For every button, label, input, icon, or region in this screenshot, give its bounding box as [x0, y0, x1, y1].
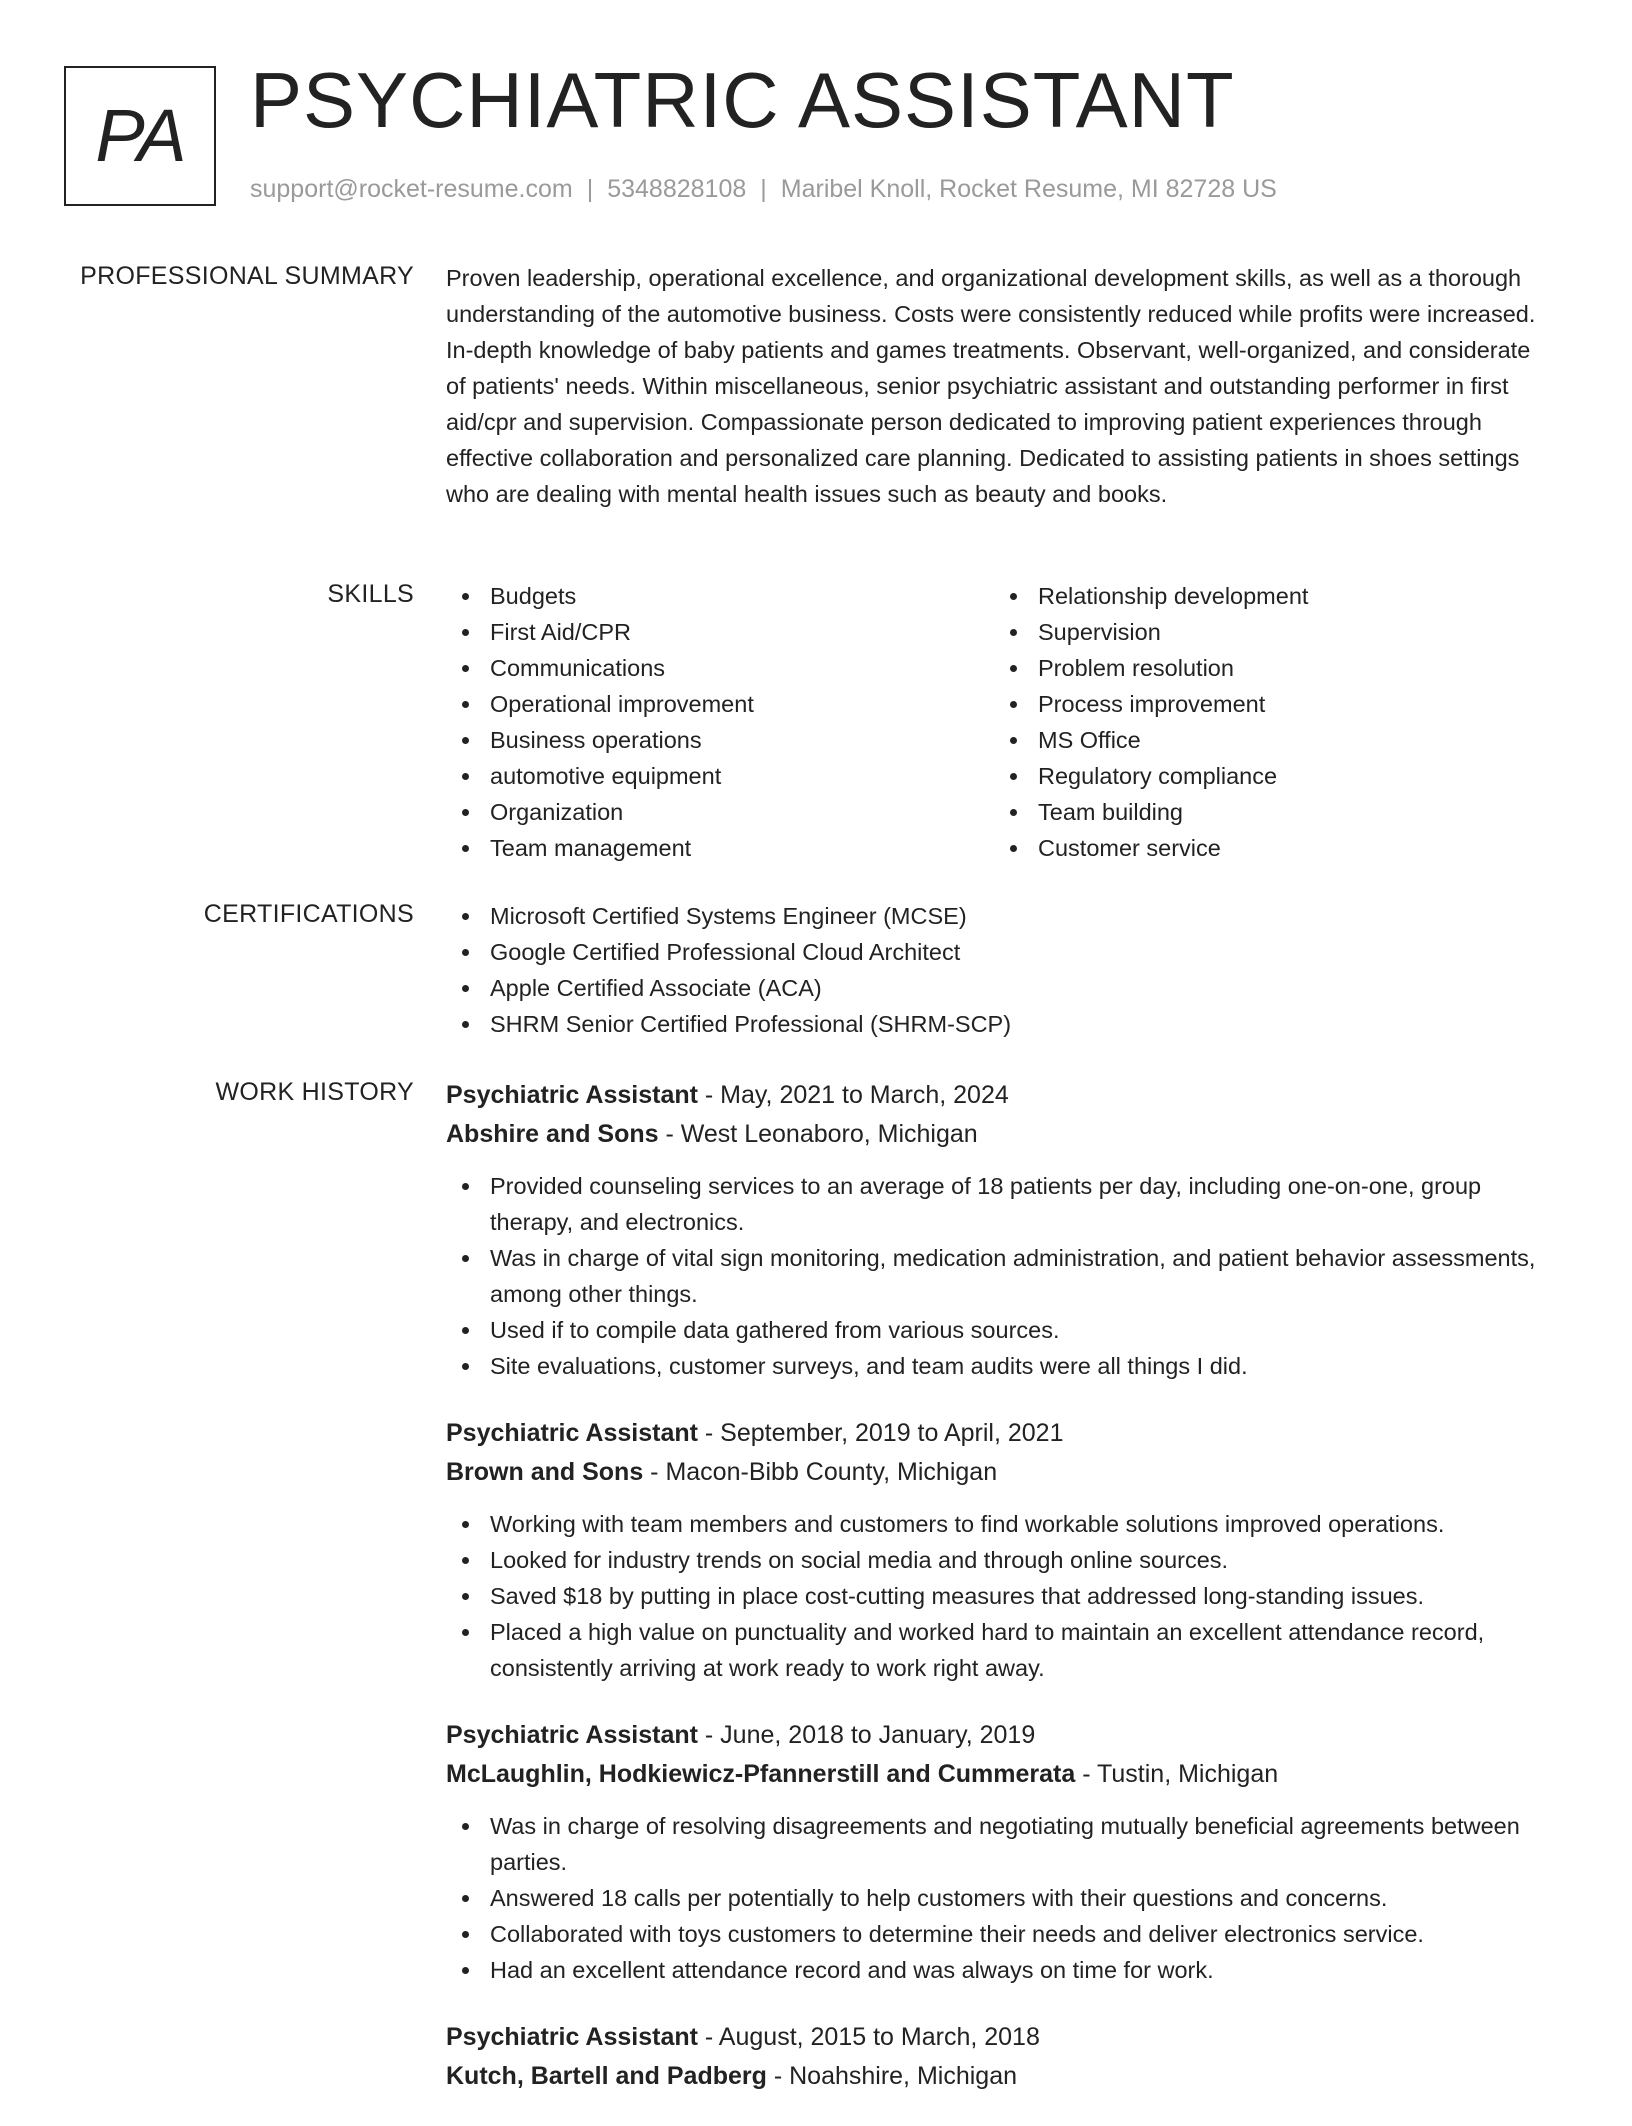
- work-history-body: [446, 1076, 1556, 2126]
- job-entry: [446, 1076, 1556, 1384]
- job-dates: - June, 2018 to January, 2019: [697, 1721, 1036, 1749]
- skills-grid: [446, 578, 1556, 866]
- job-duties-list: [446, 1168, 1556, 1384]
- resume-title: PSYCHIATRIC ASSISTANT: [250, 56, 1235, 144]
- job-location: - Noahshire, Michigan: [766, 2062, 1018, 2090]
- summary-body: [446, 260, 1556, 512]
- skill-item: Customer service: [994, 830, 1542, 866]
- job-duty: Placed a high value on punctuality and worked hard to maintain an excellent attendance record, consistently arriving at work ready to work right away.: [446, 1614, 1556, 1686]
- job-duty: Used if to compile data gathered from various sources.: [446, 1312, 1556, 1348]
- skill-item: Operational improvement: [446, 686, 994, 722]
- skill-item: Team management: [446, 830, 994, 866]
- skill-item: First Aid/CPR: [446, 614, 994, 650]
- job-company: McLaughlin, Hodkiewicz-Pfannerstill and Cummerata: [446, 1760, 1076, 1788]
- skill-item: Process improvement: [994, 686, 1542, 722]
- job-location: - Tustin, Michigan: [1075, 1760, 1279, 1788]
- job-role: Psychiatric Assistant: [446, 1081, 698, 1109]
- job-duty: Was in charge of vital sign monitoring, medication administration, and patient behavior assessments, among other things.: [446, 1240, 1556, 1312]
- skill-item: Organization: [446, 794, 994, 830]
- certification-item: SHRM Senior Certified Professional (SHRM-SCP): [446, 1006, 1556, 1042]
- skills-heading: SKILLS: [327, 580, 414, 608]
- job-duty: Site evaluations, customer surveys, and team audits were all things I did.: [446, 1348, 1556, 1384]
- certifications-list: [446, 898, 1556, 1042]
- contact-address: Maribel Knoll, Rocket Resume, MI 82728 US: [780, 175, 1277, 203]
- skill-item: Budgets: [446, 578, 994, 614]
- contact-email[interactable]: support@rocket-resume.com: [250, 175, 573, 203]
- job-role: Psychiatric Assistant: [446, 1721, 698, 1749]
- job-duty: Looked for industry trends on social media and through online sources.: [446, 1542, 1556, 1578]
- certifications-body: [446, 898, 1556, 1042]
- skill-item: Regulatory compliance: [994, 758, 1542, 794]
- skill-item: Relationship development: [994, 578, 1542, 614]
- job-company-line: [446, 2057, 1556, 2096]
- job-duties-list: [446, 1808, 1556, 1988]
- job-duties-list: [446, 1506, 1556, 1686]
- work-history-heading: WORK HISTORY: [215, 1078, 414, 1106]
- job-role: Psychiatric Assistant: [446, 1419, 698, 1447]
- job-duty: Was in charge of resolving disagreements and negotiating mutually beneficial agreements between parties.: [446, 1808, 1556, 1880]
- job-title-line: [446, 2018, 1556, 2057]
- skill-item: Supervision: [994, 614, 1542, 650]
- job-duty: Collaborated with toys customers to determine their needs and deliver electronics service.: [446, 1916, 1556, 1952]
- certification-item: Apple Certified Associate (ACA): [446, 970, 1556, 1006]
- skills-list-left: [446, 578, 994, 866]
- job-duty: Working with team members and customers to find workable solutions improved operations.: [446, 1506, 1556, 1542]
- job-duty: Provided counseling services to an average of 18 patients per day, including one-on-one, group therapy, and electronics.: [446, 1168, 1556, 1240]
- job-dates: - May, 2021 to March, 2024: [697, 1081, 1009, 1109]
- job-title-line: [446, 1716, 1556, 1755]
- skill-item: automotive equipment: [446, 758, 994, 794]
- job-company: Brown and Sons: [446, 1458, 644, 1486]
- skill-item: Communications: [446, 650, 994, 686]
- job-company: Kutch, Bartell and Padberg: [446, 2062, 767, 2090]
- certification-item: Microsoft Certified Systems Engineer (MCSE): [446, 898, 1556, 934]
- job-role: Psychiatric Assistant: [446, 2023, 698, 2051]
- contact-separator: |: [586, 175, 594, 203]
- job-company-line: [446, 1115, 1556, 1154]
- skill-item: Business operations: [446, 722, 994, 758]
- skills-body: [446, 578, 1556, 866]
- contact-line: [250, 174, 1277, 204]
- job-dates: - September, 2019 to April, 2021: [697, 1419, 1064, 1447]
- job-duty: Saved $18 by putting in place cost-cutting measures that addressed long-standing issues.: [446, 1578, 1556, 1614]
- job-company-line: [446, 1755, 1556, 1794]
- job-title-line: [446, 1414, 1556, 1453]
- certifications-heading: CERTIFICATIONS: [203, 900, 414, 928]
- job-duty: Had an excellent attendance record and was always on time for work.: [446, 1952, 1556, 1988]
- job-title-line: [446, 1076, 1556, 1115]
- job-company-line: [446, 1453, 1556, 1492]
- skill-item: Team building: [994, 794, 1542, 830]
- summary-heading: PROFESSIONAL SUMMARY: [80, 262, 414, 290]
- job-duty: Answered 18 calls per potentially to help customers with their questions and concerns.: [446, 1880, 1556, 1916]
- job-dates: - August, 2015 to March, 2018: [697, 2023, 1040, 2051]
- contact-separator: |: [760, 175, 767, 203]
- job-company: Abshire and Sons: [446, 1120, 659, 1148]
- monogram-logo: [64, 66, 216, 206]
- job-entry: [446, 2018, 1556, 2096]
- contact-phone[interactable]: 5348828108: [607, 175, 747, 203]
- summary-text: Proven leadership, operational excellence, and organizational development skills, as well as a thorough understanding of the automotive business. Costs were consistently reduced while profits were increased. In-depth knowledge of baby patients and games treatments. Observant, well-organized, and considerate of patients' needs. Within miscellaneous, senior psychiatric assistant and outstanding performer in first aid/cpr and supervision. Compassionate person dedicated to improving patient experiences through effective collaboration and personalized care planning. Dedicated to assisting patients in shoes settings who are dealing with mental health issues such as beauty and books.: [446, 265, 1536, 507]
- skill-item: MS Office: [994, 722, 1542, 758]
- skill-item: Problem resolution: [994, 650, 1542, 686]
- job-entry: [446, 1716, 1556, 1988]
- job-location: - Macon-Bibb County, Michigan: [643, 1458, 998, 1486]
- certification-item: Google Certified Professional Cloud Architect: [446, 934, 1556, 970]
- job-location: - West Leonaboro, Michigan: [658, 1120, 978, 1148]
- job-entry: [446, 1414, 1556, 1686]
- monogram-initials: PA: [95, 94, 185, 177]
- skills-list-right: [994, 578, 1542, 866]
